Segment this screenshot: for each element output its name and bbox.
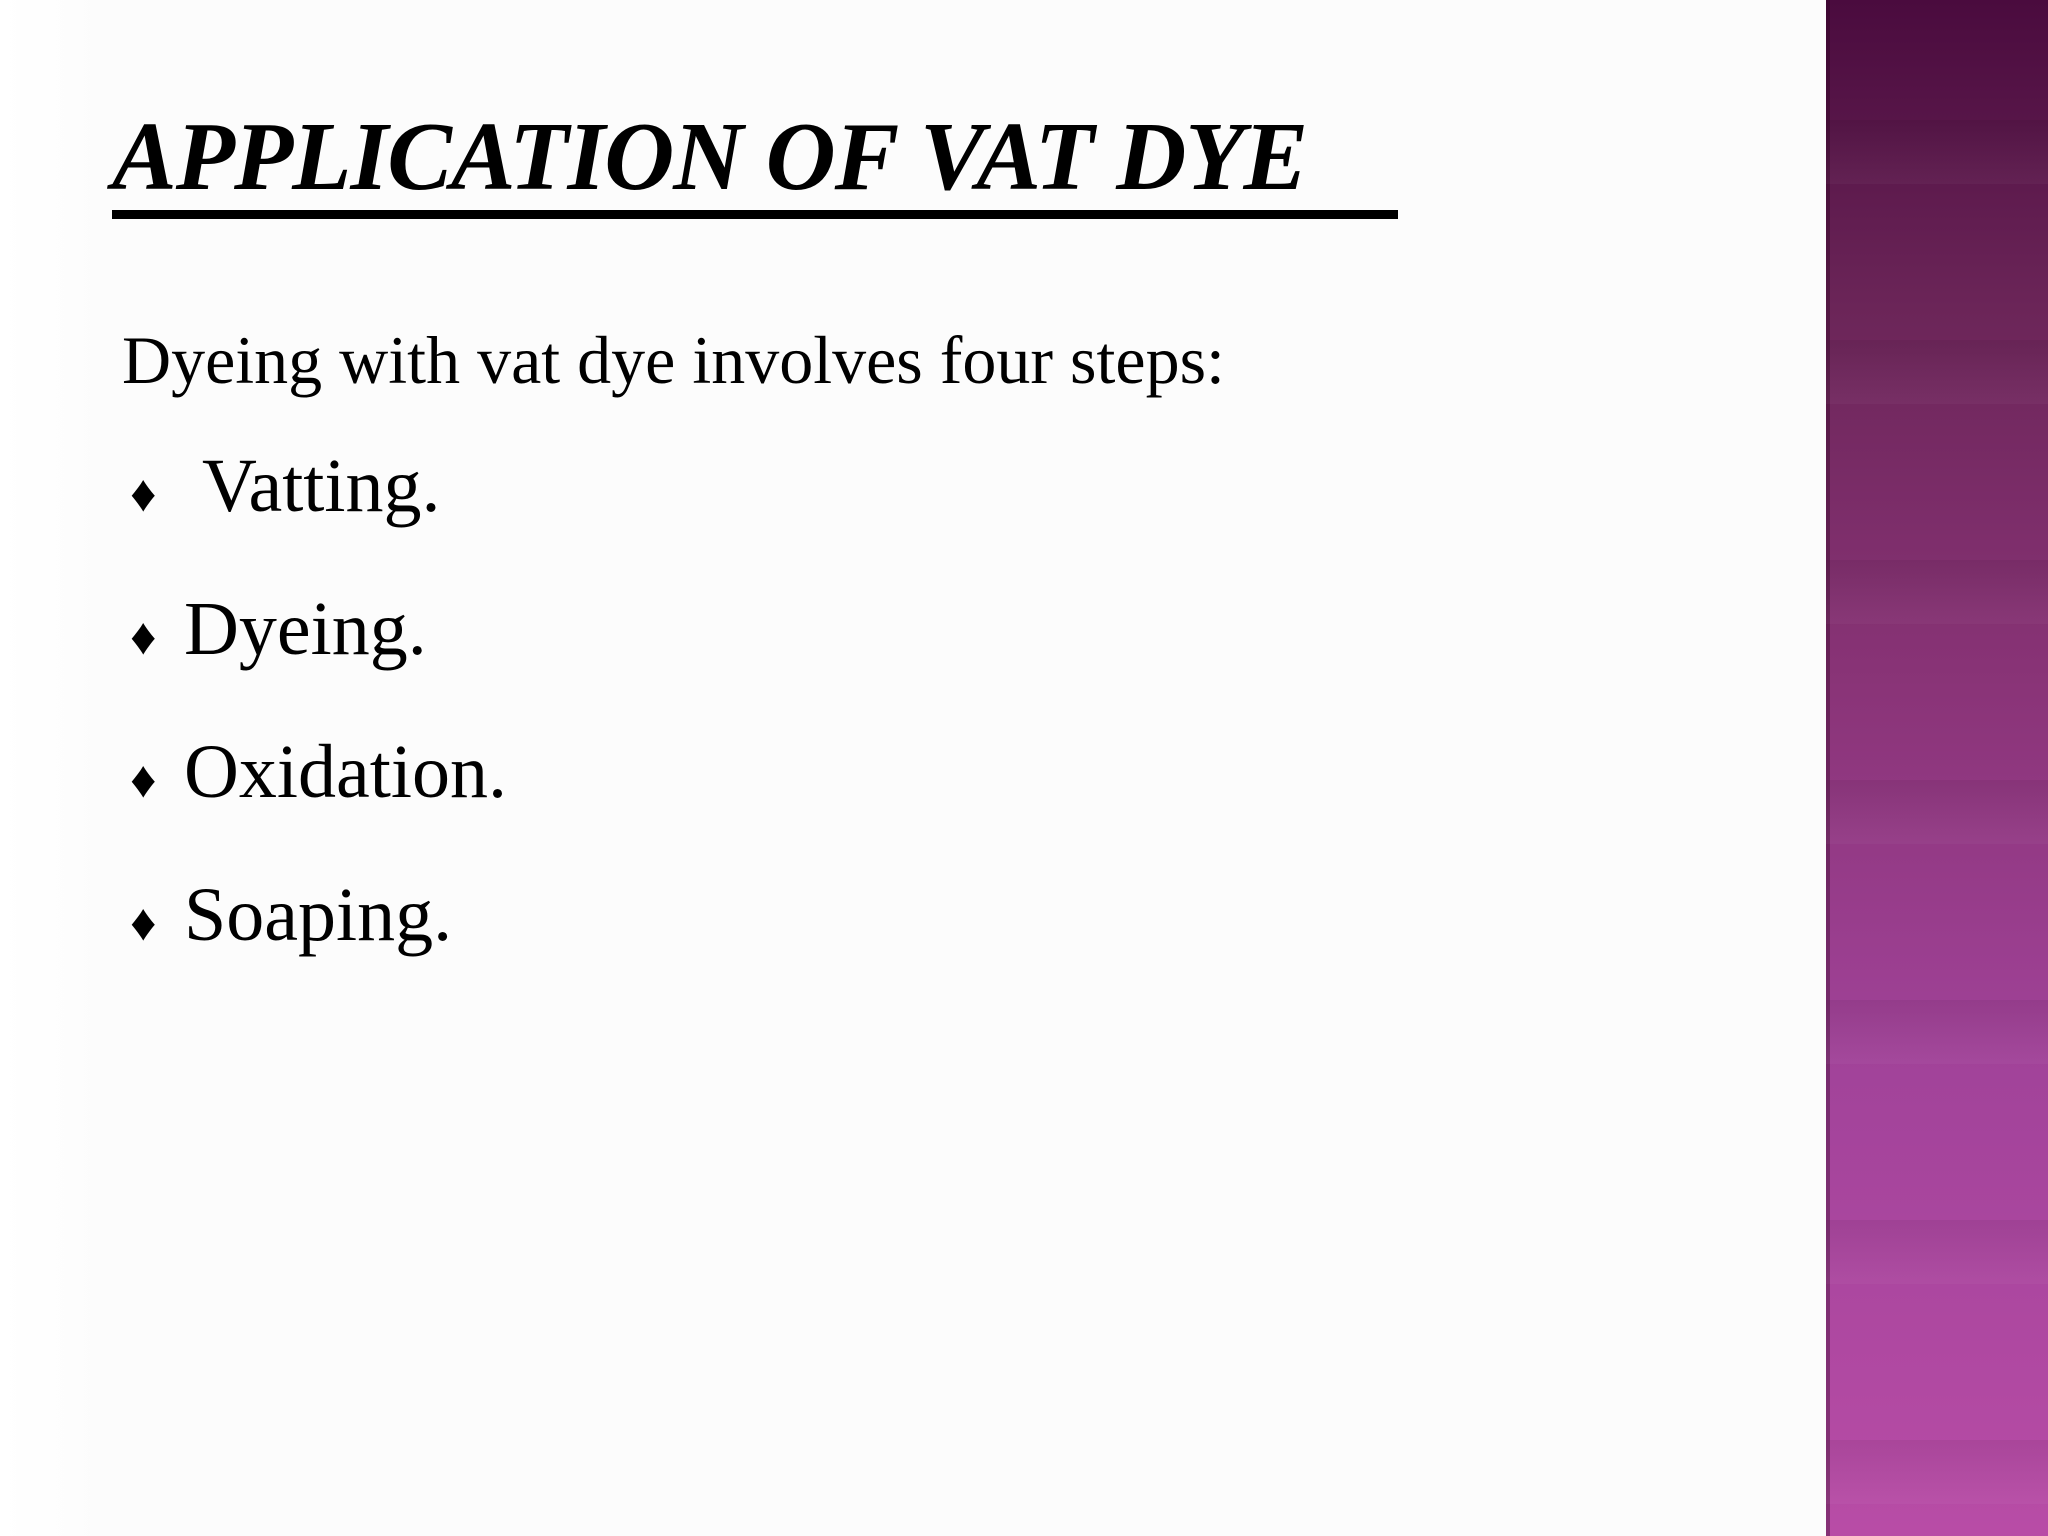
- side-band-stripe: [1826, 780, 2048, 844]
- step-label: Oxidation.: [184, 730, 507, 814]
- diamond-bullet-icon: ♦: [130, 466, 157, 523]
- slide-title: APPLICATION OF VAT DYE: [112, 103, 1308, 210]
- side-band-stripe: [1826, 1000, 2048, 1064]
- diamond-bullet-icon: ♦: [130, 609, 157, 666]
- steps-list: [130, 444, 507, 1020]
- side-band-stripe: [1826, 1220, 2048, 1284]
- diamond-bullet-icon: ♦: [130, 895, 157, 952]
- intro-text: Dyeing with vat dye involves four steps:: [122, 322, 1225, 398]
- title-underline: [112, 210, 1398, 219]
- list-item: [130, 873, 507, 1020]
- side-band-stripe: [1826, 1440, 2048, 1504]
- side-band-stripe: [1826, 340, 2048, 404]
- side-band-stripe: [1826, 560, 2048, 624]
- step-label: Dyeing.: [184, 587, 427, 671]
- list-item: [130, 444, 507, 591]
- list-item: [130, 587, 507, 734]
- side-band-stripe: [1826, 120, 2048, 184]
- step-label: Soaping.: [184, 873, 453, 957]
- diamond-bullet-icon: ♦: [130, 752, 157, 809]
- step-label: Vatting.: [202, 444, 441, 528]
- side-band-edge: [1826, 0, 1830, 1536]
- decorative-side-band: [1826, 0, 2048, 1536]
- list-item: [130, 730, 507, 877]
